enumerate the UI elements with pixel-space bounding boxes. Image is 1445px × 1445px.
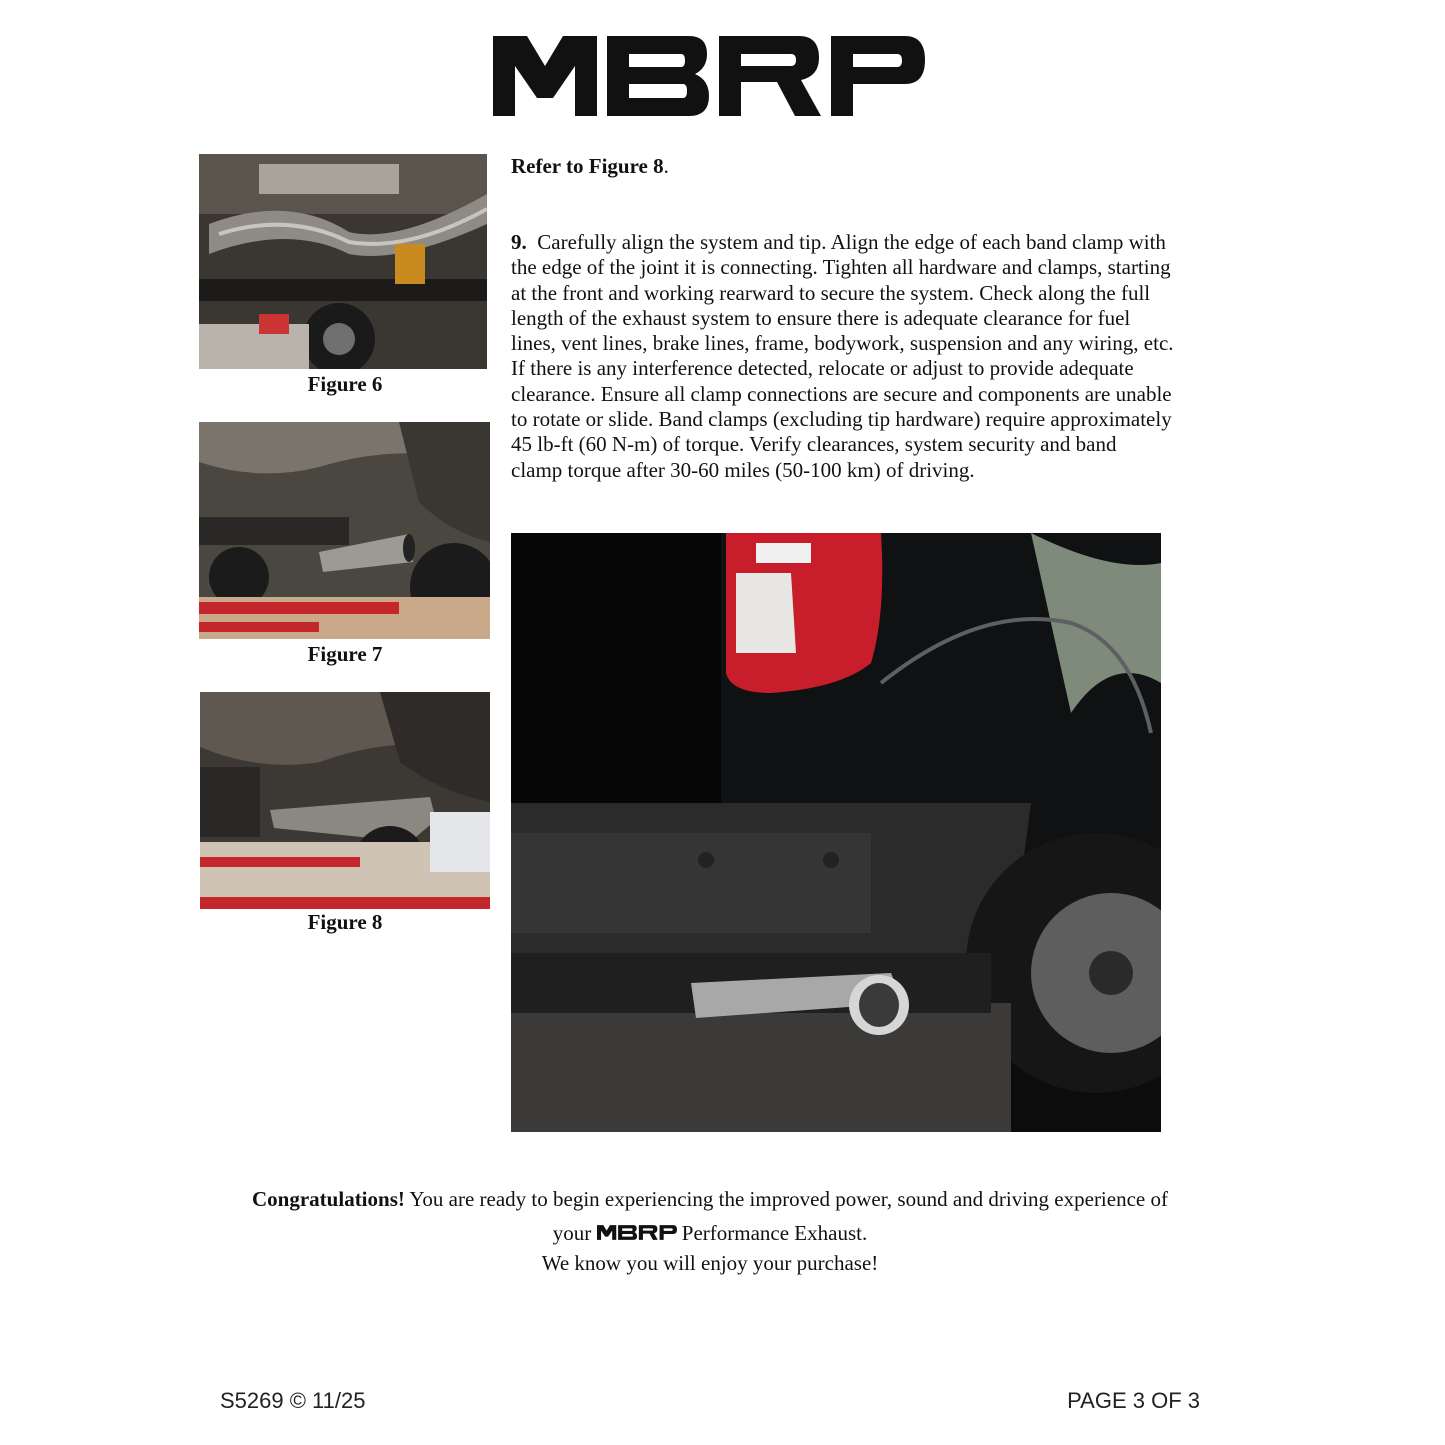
refer-to-figure-text	[511, 154, 669, 179]
step-line: lines, vent lines, brake lines, frame, bodywork, suspension and any wiring, etc.	[511, 331, 1174, 356]
figure-7-photo	[199, 422, 490, 639]
congrats-line-1: Congratulations! You are ready to begin experiencing the improved power, sound and driving experience of	[252, 1187, 1168, 1211]
step-line: length of the exhaust system to ensure there is adequate clearance for fuel	[511, 305, 1131, 330]
congrats-line-2: your Performance Exhaust.	[552, 1221, 868, 1245]
step-line: at the front and working rearward to secure the system. Check along the full	[511, 280, 1151, 305]
figure-7-caption: Figure 7	[307, 642, 383, 666]
figure-6-photo	[199, 154, 487, 369]
step-line: clamp torque after 30-60 miles (50-100 km) of driving.	[511, 457, 975, 482]
congratulations-message	[200, 1184, 1220, 1278]
figure-6-caption: Figure 6	[307, 372, 383, 396]
congrats-bold: Congratulations!	[252, 1187, 405, 1211]
figure-8-photo	[200, 692, 490, 909]
step-line: to rotate or slide. Band clamps (excluding tip hardware) require approximately	[511, 407, 1172, 432]
step-9-paragraph	[511, 230, 1211, 483]
refer-bold: Refer to Figure 8	[511, 154, 664, 178]
mbrp-logo-graphic	[493, 36, 925, 116]
step-line: 9. Carefully align the system and tip. Align the edge of each band clamp with	[511, 230, 1166, 254]
refer-period: .	[663, 154, 669, 178]
installed-exhaust-photo	[511, 533, 1161, 1132]
figure-8-caption: Figure 8	[307, 910, 383, 934]
step-line: clearance. Ensure all clamp connections are secure and components are unable	[511, 381, 1172, 406]
step-line: If there is any interference detected, relocate or adjust to provide adequate	[511, 356, 1134, 381]
step-number: 9.	[511, 230, 527, 254]
mbrp-inline-logo	[597, 1224, 677, 1241]
step-line: the edge of the joint it is connecting. Tighten all hardware and clamps, starting	[511, 255, 1171, 280]
page-number: PAGE 3 OF 3	[1067, 1388, 1200, 1413]
step-line: 45 lb-ft (60 N-m) of torque. Verify clearances, system security and band	[511, 432, 1117, 457]
mbrp-logo	[493, 36, 925, 116]
congrats-line-3: We know you will enjoy your purchase!	[541, 1251, 879, 1275]
document-code: S5269 © 11/25	[220, 1388, 366, 1413]
